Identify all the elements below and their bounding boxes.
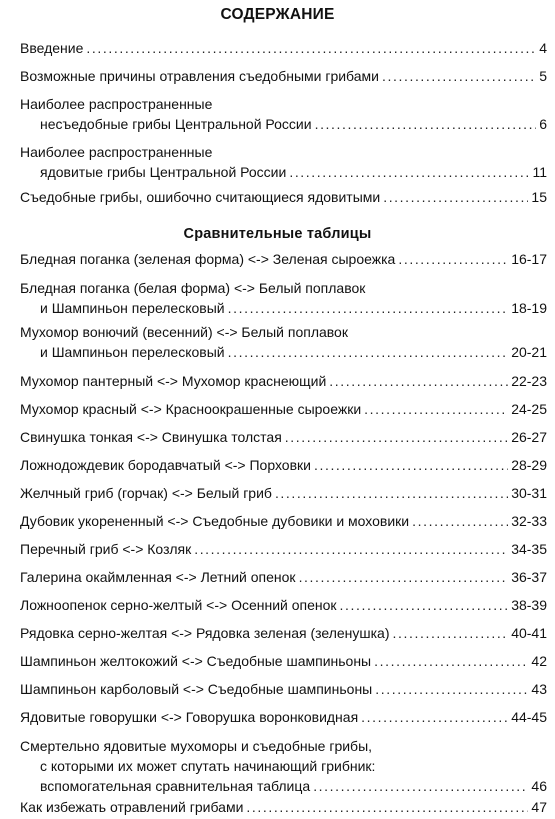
toc-entry[interactable] <box>20 278 547 318</box>
toc-entry[interactable] <box>20 679 547 699</box>
entry-title-line: и Шампиньон перелесковый <box>40 344 225 360</box>
toc-entry[interactable] <box>20 371 547 391</box>
page-number: 34-35 <box>511 541 547 557</box>
entry-title-line: Ложнодождевик бородавчатый <-> Порховки <box>20 457 311 473</box>
toc-entry[interactable] <box>20 736 547 796</box>
dot-leader <box>86 38 536 58</box>
toc-entry[interactable] <box>20 38 547 58</box>
dot-leader <box>364 399 508 419</box>
entry-title-line: Галерина окаймленная <-> Летний опенок <box>20 569 296 585</box>
entry-title-line: Наиболее распространенные <box>20 96 213 112</box>
dot-leader <box>285 427 508 447</box>
entry-title-line: Бледная поганка (зеленая форма) <-> Зеленая сыроежка <box>20 251 396 267</box>
toc-entry[interactable] <box>20 567 547 587</box>
page-number: 5 <box>539 68 547 84</box>
entry-title-line: и Шампиньон перелесковый <box>40 300 225 316</box>
dot-leader <box>393 623 509 643</box>
dot-leader <box>329 371 508 391</box>
toc-entry[interactable] <box>20 187 547 207</box>
entry-title-line: Введение <box>20 40 84 56</box>
entry-title-line: Перечный гриб <-> Козляк <box>20 541 192 557</box>
page-number: 38-39 <box>511 597 547 613</box>
entry-title-line: Возможные причины отравления съедобными грибами <box>20 68 379 84</box>
dot-leader <box>289 162 529 182</box>
dot-leader <box>246 797 528 817</box>
toc-entry[interactable] <box>20 455 547 475</box>
toc-entry[interactable] <box>20 797 547 817</box>
page-number: 4 <box>539 40 547 56</box>
dot-leader <box>315 114 537 134</box>
dot-leader <box>228 298 509 318</box>
toc-entry[interactable] <box>20 539 547 559</box>
page-number: 22-23 <box>511 373 547 389</box>
entry-title-line: Свинушка тонкая <-> Свинушка толстая <box>20 429 282 445</box>
entry-title-line: Шампиньон желтокожий <-> Съедобные шампиньоны <box>20 653 372 669</box>
toc-entry[interactable] <box>20 623 547 643</box>
toc-entry[interactable] <box>20 651 547 671</box>
dot-leader <box>314 455 508 475</box>
toc-entry[interactable] <box>20 322 547 362</box>
page-number: 44-45 <box>511 709 547 725</box>
dot-leader <box>382 66 536 86</box>
page-number: 24-25 <box>511 401 547 417</box>
entry-title-line: Смертельно ядовитые мухоморы и съедобные грибы, <box>20 738 373 754</box>
page-number: 28-29 <box>511 457 547 473</box>
entry-title-line: Рядовка серно-желтая <-> Рядовка зеленая (зеленушка) <box>20 625 390 641</box>
entry-title-line: Мухомор пантерный <-> Мухомор краснеющий <box>20 373 327 389</box>
toc-entry[interactable] <box>20 427 547 447</box>
entry-title-line: Желчный гриб (горчак) <-> Белый гриб <box>20 485 272 501</box>
dot-leader <box>375 679 528 699</box>
entry-title-line: Как избежать отравлений грибами <box>20 799 244 815</box>
dot-leader <box>275 483 508 503</box>
entry-title-line: Мухомор вонючий (весенний) <-> Белый поплавок <box>20 324 348 340</box>
tables-heading: Сравнительные таблицы <box>183 226 372 242</box>
page-number: 11 <box>532 164 547 180</box>
page-number: 20-21 <box>511 344 547 360</box>
page-number: 26-27 <box>511 429 547 445</box>
page-number: 18-19 <box>511 300 547 316</box>
page-number: 16-17 <box>511 251 547 267</box>
entry-title-line: Мухомор красный <-> Красноокрашенные сыроежки <box>20 401 362 417</box>
contents-heading: СОДЕРЖАНИЕ <box>220 6 335 23</box>
page-number: 32-33 <box>511 513 547 529</box>
toc-entry[interactable] <box>20 483 547 503</box>
dot-leader <box>340 595 509 615</box>
toc-entry[interactable] <box>20 511 547 531</box>
entry-title-line: Наиболее распространенные <box>20 144 213 160</box>
toc-entry[interactable] <box>20 707 547 727</box>
entry-title-line: Съедобные грибы, ошибочно считающиеся ядовитыми <box>20 189 381 205</box>
entry-title-line: Бледная поганка (белая форма) <-> Белый поплавок <box>20 280 366 296</box>
dot-leader <box>383 187 528 207</box>
dot-leader <box>194 539 508 559</box>
toc-entry[interactable] <box>20 399 547 419</box>
page-number: 46 <box>531 778 547 794</box>
dot-leader <box>398 249 508 269</box>
entry-title-line: Дубовик укорененный <-> Съедобные дубовики и моховики <box>20 513 410 529</box>
toc-entry[interactable] <box>20 595 547 615</box>
entry-title-line: с которыми их может спутать начинающий грибник: <box>40 758 376 774</box>
page-number: 36-37 <box>511 569 547 585</box>
page-number: 30-31 <box>511 485 547 501</box>
toc-entry[interactable] <box>20 142 547 182</box>
page-number: 40-41 <box>511 625 547 641</box>
dot-leader <box>412 511 508 531</box>
dot-leader <box>228 342 509 362</box>
page-number: 47 <box>531 799 547 815</box>
dot-leader <box>374 651 528 671</box>
entry-title-line: Шампиньон карболовый <-> Съедобные шампиньоны <box>20 681 373 697</box>
dot-leader <box>299 567 509 587</box>
entry-title-line: Ядовитые говорушки <-> Говорушка воронковидная <box>20 709 359 725</box>
toc-entry[interactable] <box>20 249 547 269</box>
entry-title-line: Ложноопенок серно-желтый <-> Осенний опенок <box>20 597 337 613</box>
page-number: 6 <box>539 116 547 132</box>
toc-entry[interactable] <box>20 66 547 86</box>
entry-title-line: ядовитые грибы Центральной России <box>40 164 287 180</box>
entry-title-line: вспомогательная сравнительная таблица <box>40 778 311 794</box>
toc-entry[interactable] <box>20 94 547 134</box>
page-number: 43 <box>531 681 547 697</box>
entry-title-line: несъедобные грибы Центральной России <box>40 116 312 132</box>
dot-leader <box>361 707 508 727</box>
page-number: 15 <box>531 189 547 205</box>
page-number: 42 <box>531 653 547 669</box>
dot-leader <box>313 776 528 796</box>
